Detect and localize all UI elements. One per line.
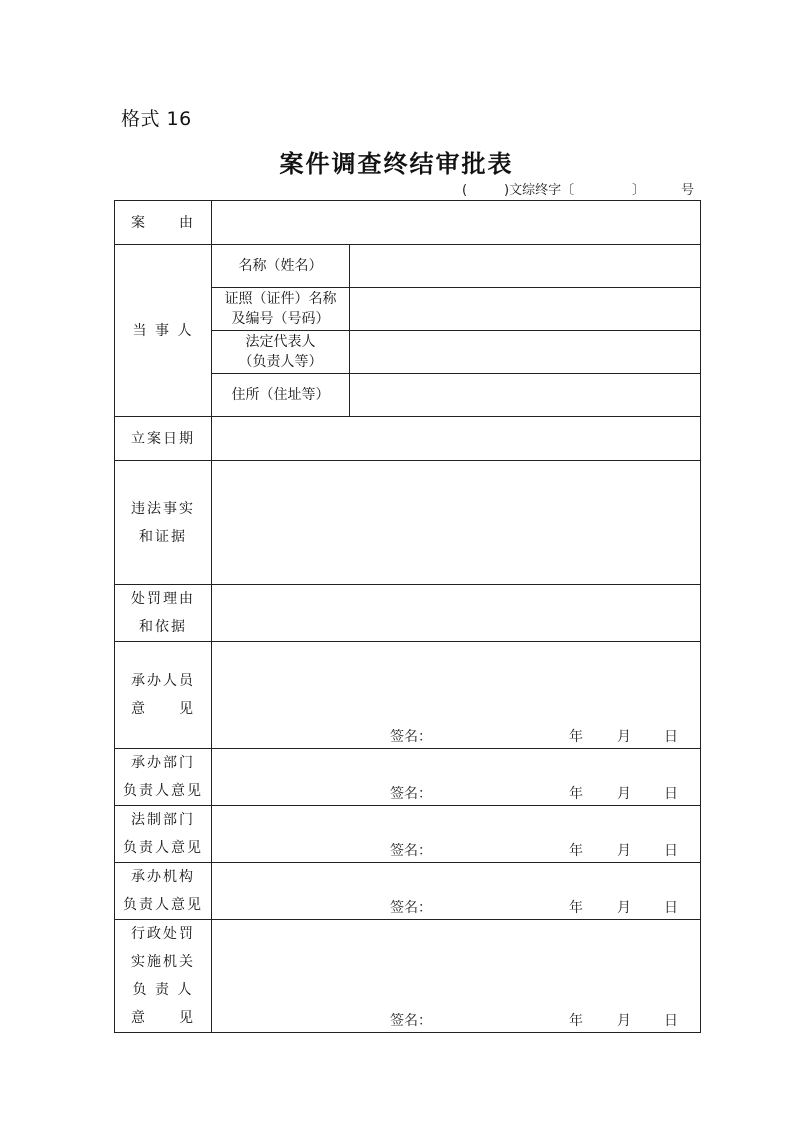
case-cause-field[interactable] [212, 201, 701, 245]
row-violation-facts [115, 461, 701, 585]
authority-head-opinion-label: 行政处罚 实施机关 负 责 人 意 见 [115, 920, 212, 1033]
signature-year: 年 [569, 843, 583, 859]
signature-year: 年 [569, 900, 583, 916]
row-filing-date [115, 417, 701, 461]
signature-month: 月 [617, 843, 631, 859]
filing-date-label: 立案日期 [115, 417, 212, 461]
signature-day: 日 [664, 843, 678, 859]
doc-number-prefix: )文综终字〔 [504, 183, 575, 198]
legal-dept-opinion-label: 法制部门 负责人意见 [115, 806, 212, 863]
signature-month: 月 [617, 729, 631, 745]
approval-form-table [114, 200, 701, 1033]
row-case-cause [115, 201, 701, 245]
org-head-opinion-field[interactable] [212, 863, 701, 920]
row-dept-head-opinion [115, 749, 701, 806]
party-license-label: 证照（证件）名称 及编号（号码） [212, 288, 350, 331]
dept-head-opinion-field[interactable] [212, 749, 701, 806]
signature-year: 年 [569, 786, 583, 802]
penalty-reason-label: 处罚理由 和依据 [115, 585, 212, 642]
signature-day: 日 [664, 786, 678, 802]
signature-day: 日 [664, 1013, 678, 1029]
party-label: 当 事 人 [115, 245, 212, 417]
dept-head-opinion-label: 承办部门 负责人意见 [115, 749, 212, 806]
signature-label: 签名： [390, 900, 432, 916]
signature-label: 签名： [390, 843, 432, 859]
signature-month: 月 [617, 786, 631, 802]
row-handler-opinion [115, 642, 701, 749]
doc-number-open-paren: ( [462, 183, 468, 198]
party-name-label: 名称（姓名） [212, 245, 350, 288]
row-legal-dept-opinion [115, 806, 701, 863]
signature-year: 年 [569, 729, 583, 745]
doc-number-close-bracket: 〕 [632, 183, 646, 198]
handler-opinion-label: 承办人员 意 见 [115, 642, 212, 749]
authority-head-opinion-field[interactable] [212, 920, 701, 1033]
party-legal-rep-field[interactable] [350, 331, 701, 374]
legal-dept-opinion-field[interactable] [212, 806, 701, 863]
party-legal-rep-label: 法定代表人 （负责人等） [212, 331, 350, 374]
violation-facts-label: 违法事实 和证据 [115, 461, 212, 585]
signature-month: 月 [617, 900, 631, 916]
party-address-field[interactable] [350, 374, 701, 417]
signature-month: 月 [617, 1013, 631, 1029]
signature-day: 日 [664, 729, 678, 745]
signature-label: 签名： [390, 786, 432, 802]
row-penalty-reason [115, 585, 701, 642]
case-cause-label: 案 由 [115, 201, 212, 245]
format-label: 格式 16 [121, 108, 192, 130]
row-authority-head-opinion [115, 920, 701, 1033]
doc-number-suffix: 号 [681, 183, 695, 198]
org-head-opinion-label: 承办机构 负责人意见 [115, 863, 212, 920]
row-party-name [115, 245, 701, 288]
signature-year: 年 [569, 1013, 583, 1029]
filing-date-field[interactable] [212, 417, 701, 461]
signature-label: 签名： [390, 1013, 432, 1029]
signature-day: 日 [664, 900, 678, 916]
document-title: 案件调查终结审批表 [279, 149, 514, 178]
party-address-label: 住所（住址等） [212, 374, 350, 417]
handler-opinion-field[interactable] [212, 642, 701, 749]
party-license-field[interactable] [350, 288, 701, 331]
penalty-reason-field[interactable] [212, 585, 701, 642]
row-org-head-opinion [115, 863, 701, 920]
violation-facts-field[interactable] [212, 461, 701, 585]
party-name-field[interactable] [350, 245, 701, 288]
signature-label: 签名： [390, 729, 432, 745]
